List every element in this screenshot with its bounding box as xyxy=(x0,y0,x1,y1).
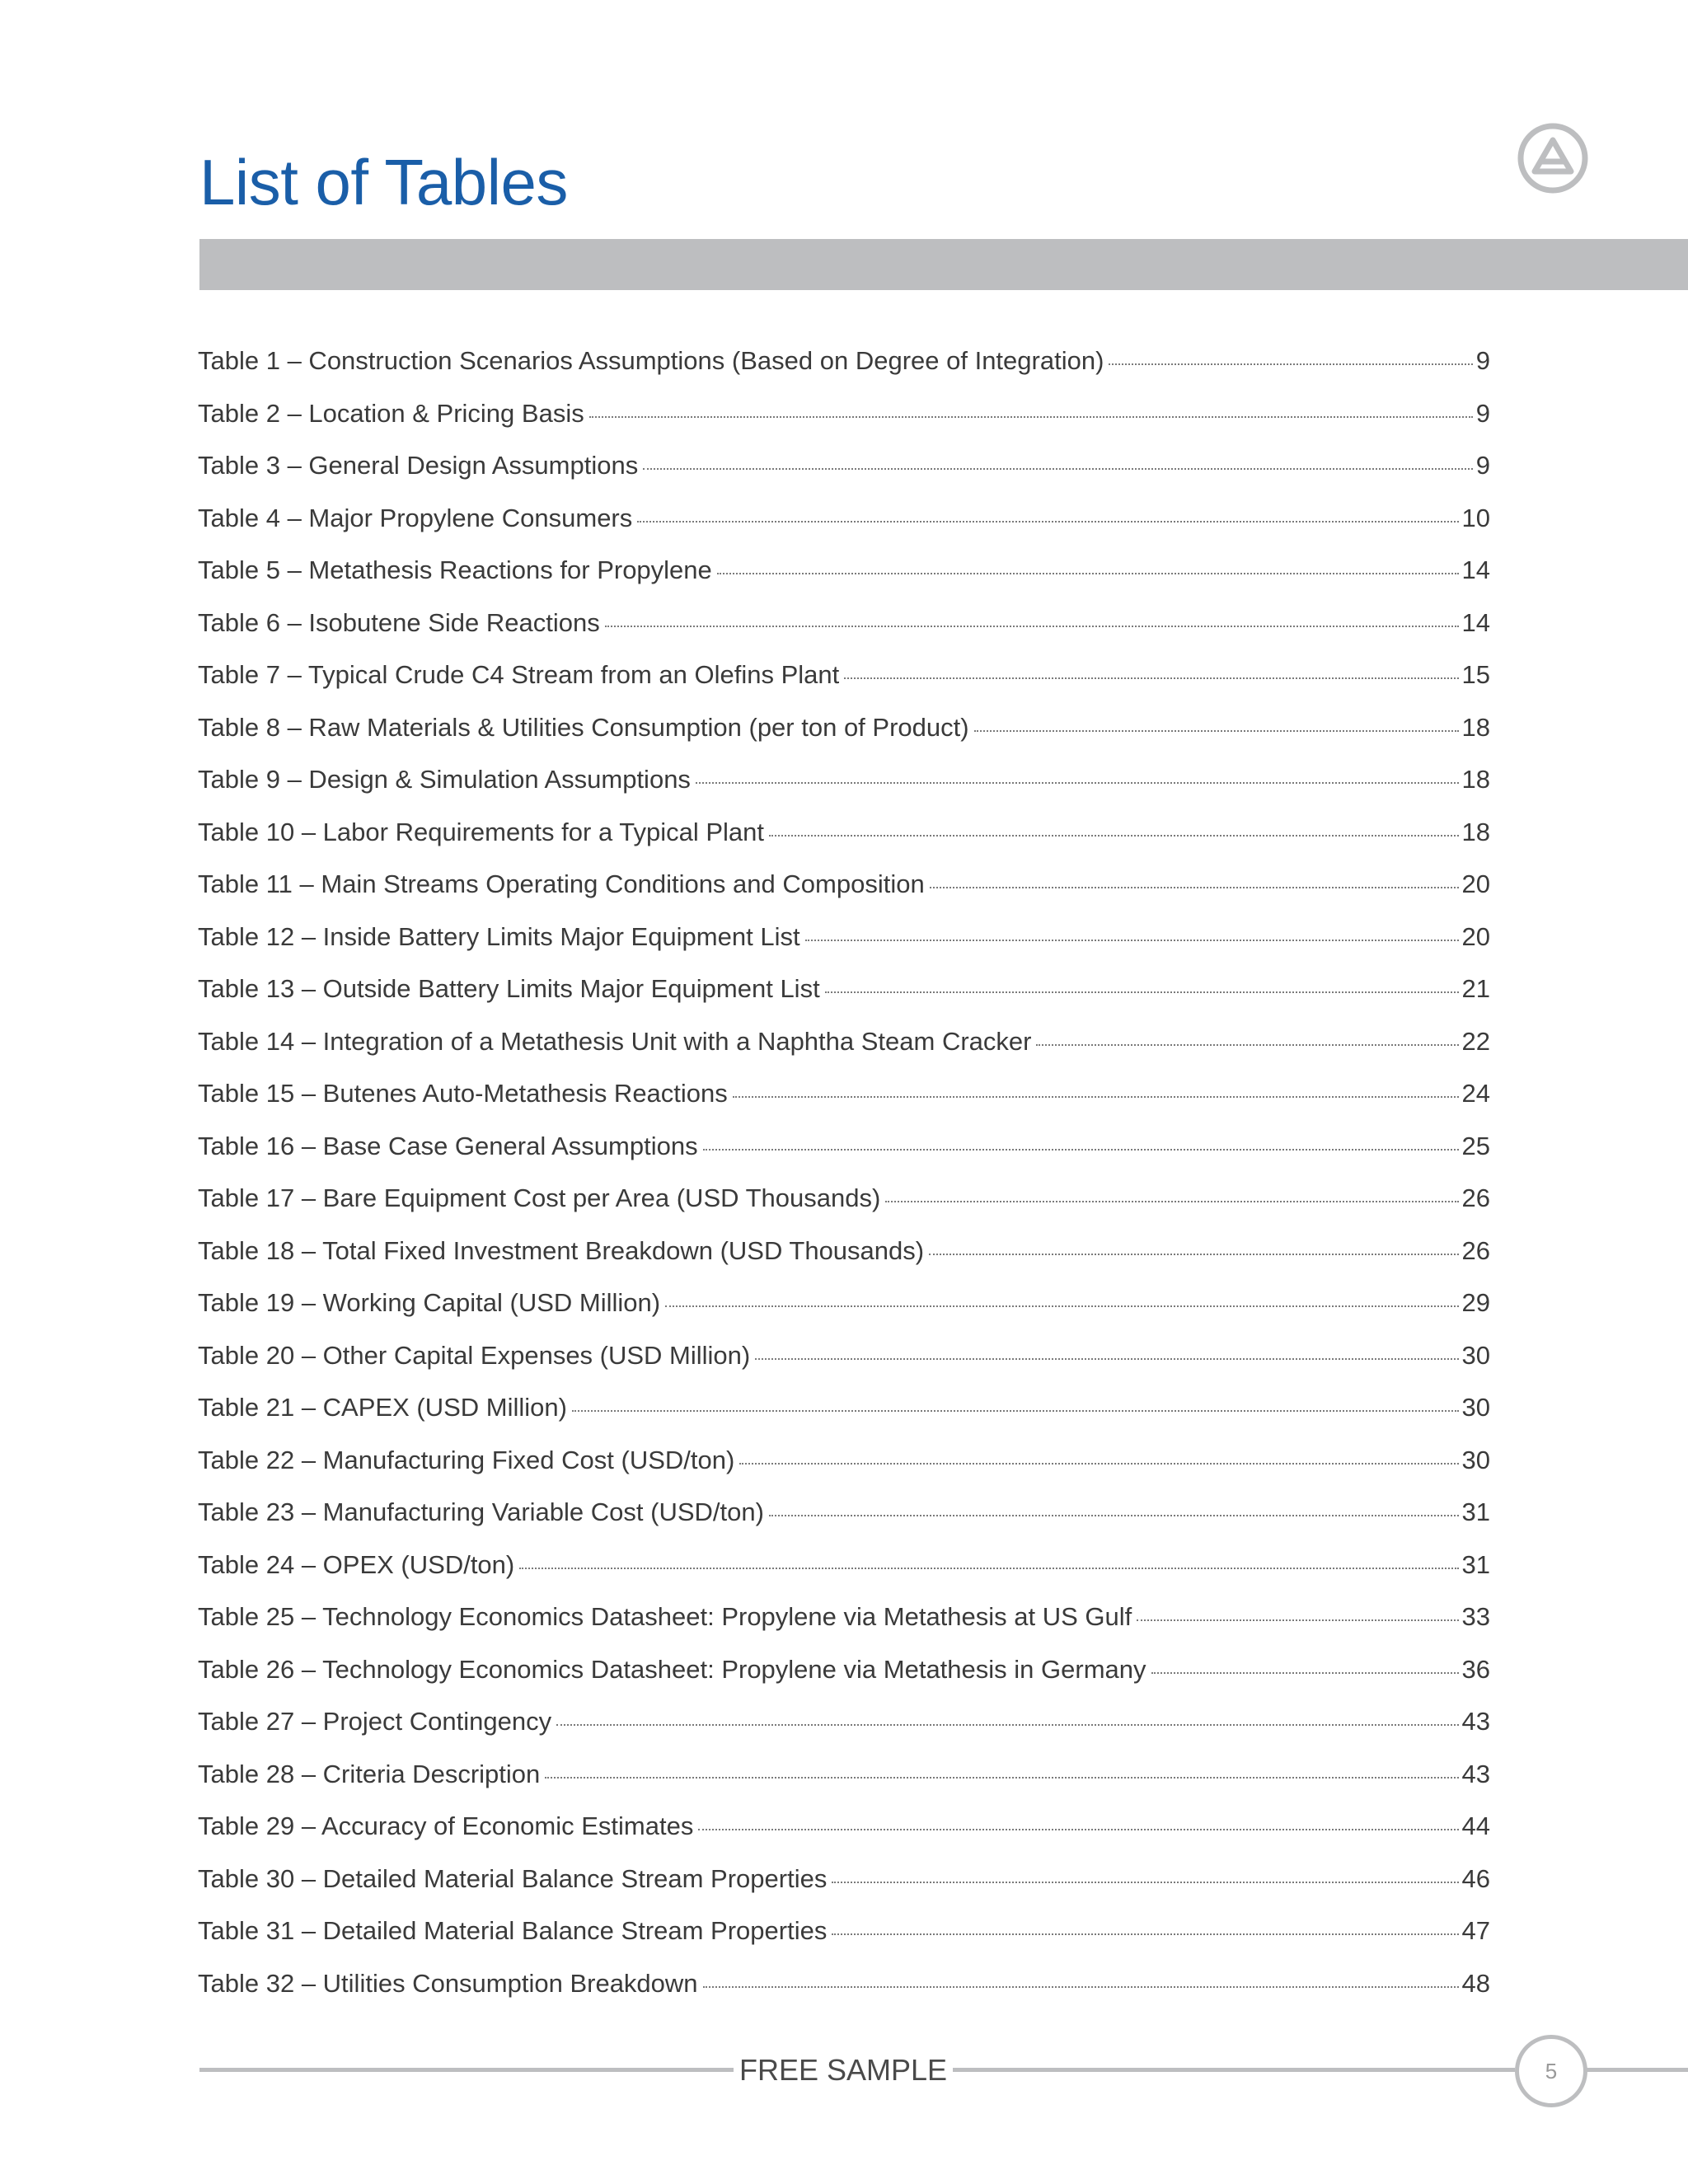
toc-dot-leader xyxy=(929,1254,1458,1255)
toc-entry[interactable] xyxy=(198,1655,1490,1708)
list-of-tables xyxy=(198,346,1490,2021)
toc-entry-page: 33 xyxy=(1461,1602,1490,1631)
title-divider-bar xyxy=(199,239,1688,290)
toc-entry-label: Table 32 – Utilities Consumption Breakdown xyxy=(198,1968,698,1998)
page-title: List of Tables xyxy=(199,146,568,218)
toc-entry-label: Table 3 – General Design Assumptions xyxy=(198,451,639,480)
toc-entry-page: 31 xyxy=(1461,1549,1490,1579)
toc-entry-page: 29 xyxy=(1461,1288,1490,1317)
toc-entry[interactable] xyxy=(198,1550,1490,1603)
toc-dot-leader xyxy=(844,677,1458,679)
toc-entry-label: Table 15 – Butenes Auto-Metathesis Reactions xyxy=(198,1079,728,1108)
toc-dot-leader xyxy=(605,626,1459,627)
toc-entry[interactable] xyxy=(198,1497,1490,1550)
toc-dot-leader xyxy=(696,782,1459,784)
toc-entry[interactable] xyxy=(198,1969,1490,2022)
toc-dot-leader xyxy=(519,1568,1458,1569)
toc-entry-page: 10 xyxy=(1461,503,1490,532)
toc-entry[interactable] xyxy=(198,1602,1490,1655)
toc-entry-label: Table 10 – Labor Requirements for a Typical Plant xyxy=(198,817,764,846)
toc-entry-page: 21 xyxy=(1461,974,1490,1003)
toc-entry-label: Table 25 – Technology Economics Datasheet: Propylene via Metathesis at US Gulf xyxy=(198,1602,1132,1631)
toc-dot-leader xyxy=(755,1358,1458,1360)
toc-entry-page: 43 xyxy=(1461,1759,1490,1788)
toc-entry[interactable] xyxy=(198,818,1490,870)
toc-entry-page: 15 xyxy=(1461,660,1490,689)
toc-entry[interactable] xyxy=(198,1864,1490,1917)
toc-entry-label: Table 1 – Construction Scenarios Assumptions (Based on Degree of Integration) xyxy=(198,346,1104,375)
toc-entry-page: 31 xyxy=(1461,1497,1490,1526)
toc-entry-page: 24 xyxy=(1461,1079,1490,1108)
toc-dot-leader xyxy=(825,991,1459,993)
toc-dot-leader xyxy=(703,1986,1459,1988)
toc-dot-leader xyxy=(589,416,1473,418)
toc-dot-leader xyxy=(805,940,1459,941)
toc-dot-leader xyxy=(885,1201,1458,1202)
toc-entry[interactable] xyxy=(198,974,1490,1027)
toc-entry-page: 43 xyxy=(1461,1707,1490,1736)
toc-entry-page: 18 xyxy=(1461,765,1490,794)
toc-entry[interactable] xyxy=(198,713,1490,766)
toc-entry[interactable] xyxy=(198,1027,1490,1080)
toc-entry-label: Table 28 – Criteria Description xyxy=(198,1759,541,1788)
toc-entry-label: Table 7 – Typical Crude C4 Stream from an Olefins Plant xyxy=(198,660,840,689)
toc-entry-label: Table 6 – Isobutene Side Reactions xyxy=(198,607,600,637)
toc-dot-leader xyxy=(1151,1672,1459,1674)
toc-entry-page: 20 xyxy=(1461,869,1490,898)
toc-dot-leader xyxy=(974,730,1459,732)
toc-entry-label: Table 17 – Bare Equipment Cost per Area (USD Thousands) xyxy=(198,1183,881,1212)
toc-dot-leader xyxy=(832,1933,1458,1935)
toc-entry-label: Table 16 – Base Case General Assumptions xyxy=(198,1131,698,1160)
toc-dot-leader xyxy=(637,521,1458,523)
toc-entry-page: 14 xyxy=(1461,555,1490,584)
toc-entry-page: 25 xyxy=(1461,1131,1490,1160)
toc-dot-leader xyxy=(643,468,1473,470)
toc-entry[interactable] xyxy=(198,1183,1490,1236)
toc-dot-leader xyxy=(739,1463,1458,1465)
toc-entry-page: 18 xyxy=(1461,712,1490,742)
toc-dot-leader xyxy=(556,1724,1458,1726)
toc-dot-leader xyxy=(698,1829,1458,1830)
footer-label: FREE SAMPLE xyxy=(738,2053,948,2087)
toc-dot-leader xyxy=(769,835,1459,837)
toc-entry[interactable] xyxy=(198,765,1490,818)
toc-entry-page: 30 xyxy=(1461,1445,1490,1474)
toc-entry-label: Table 31 – Detailed Material Balance Stream Properties xyxy=(198,1916,828,1945)
toc-entry[interactable] xyxy=(198,346,1490,399)
toc-entry-label: Table 9 – Design & Simulation Assumptions xyxy=(198,765,691,794)
toc-entry-page: 20 xyxy=(1461,921,1490,951)
toc-entry-page: 9 xyxy=(1475,346,1490,375)
toc-entry-page: 30 xyxy=(1461,1340,1490,1370)
toc-dot-leader xyxy=(769,1515,1459,1516)
toc-entry-page: 47 xyxy=(1461,1916,1490,1945)
toc-entry[interactable] xyxy=(198,1132,1490,1184)
toc-dot-leader xyxy=(545,1777,1458,1779)
footer-rule-end xyxy=(1584,2068,1688,2072)
toc-entry-label: Table 20 – Other Capital Expenses (USD Million) xyxy=(198,1340,751,1370)
toc-entry[interactable] xyxy=(198,1393,1490,1446)
toc-entry-page: 36 xyxy=(1461,1654,1490,1684)
toc-entry[interactable] xyxy=(198,1760,1490,1812)
toc-entry-page: 30 xyxy=(1461,1393,1490,1422)
toc-entry[interactable] xyxy=(198,660,1490,713)
toc-entry[interactable] xyxy=(198,504,1490,556)
toc-entry-label: Table 23 – Manufacturing Variable Cost (USD/ton) xyxy=(198,1497,764,1526)
toc-dot-leader xyxy=(930,887,1459,888)
toc-entry-label: Table 2 – Location & Pricing Basis xyxy=(198,398,584,428)
toc-dot-leader xyxy=(832,1882,1458,1883)
toc-dot-leader xyxy=(572,1410,1459,1412)
toc-entry[interactable] xyxy=(198,1707,1490,1760)
toc-entry-label: Table 26 – Technology Economics Datasheet: Propylene via Metathesis in Germany xyxy=(198,1654,1146,1684)
page-number: 5 xyxy=(1515,2035,1587,2107)
toc-entry-label: Table 24 – OPEX (USD/ton) xyxy=(198,1549,515,1579)
toc-entry[interactable] xyxy=(198,869,1490,922)
toc-entry-label: Table 19 – Working Capital (USD Million) xyxy=(198,1288,661,1317)
toc-entry[interactable] xyxy=(198,1288,1490,1341)
toc-entry-label: Table 18 – Total Fixed Investment Breakdown (USD Thousands) xyxy=(198,1235,925,1265)
company-logo-icon xyxy=(1517,122,1589,194)
toc-entry[interactable] xyxy=(198,1446,1490,1498)
toc-dot-leader xyxy=(1036,1044,1458,1046)
footer-rule-left xyxy=(199,2068,734,2072)
toc-entry-label: Table 5 – Metathesis Reactions for Propylene xyxy=(198,555,712,584)
toc-entry-page: 46 xyxy=(1461,1863,1490,1893)
toc-entry[interactable] xyxy=(198,1236,1490,1289)
toc-entry-label: Table 13 – Outside Battery Limits Major Equipment List xyxy=(198,974,820,1003)
toc-entry[interactable] xyxy=(198,608,1490,661)
toc-dot-leader xyxy=(665,1305,1458,1307)
toc-entry-page: 14 xyxy=(1461,607,1490,637)
toc-entry-label: Table 12 – Inside Battery Limits Major Equipment List xyxy=(198,921,800,951)
toc-entry-label: Table 29 – Accuracy of Economic Estimates xyxy=(198,1811,694,1840)
toc-entry-label: Table 11 – Main Streams Operating Conditions and Composition xyxy=(198,869,925,898)
toc-entry-label: Table 22 – Manufacturing Fixed Cost (USD/ton) xyxy=(198,1445,735,1474)
toc-dot-leader xyxy=(1109,363,1472,365)
toc-entry[interactable] xyxy=(198,451,1490,504)
toc-entry-page: 26 xyxy=(1461,1235,1490,1265)
toc-entry-page: 48 xyxy=(1461,1968,1490,1998)
toc-entry-page: 26 xyxy=(1461,1183,1490,1212)
toc-entry[interactable] xyxy=(198,1916,1490,1969)
toc-entry[interactable] xyxy=(198,1811,1490,1864)
toc-dot-leader xyxy=(703,1149,1459,1151)
toc-dot-leader xyxy=(717,573,1459,574)
footer-rule-right xyxy=(953,2068,1515,2072)
toc-entry[interactable] xyxy=(198,1341,1490,1394)
toc-dot-leader xyxy=(733,1096,1459,1098)
toc-entry-label: Table 8 – Raw Materials & Utilities Consumption (per ton of Product) xyxy=(198,712,969,742)
toc-entry-label: Table 21 – CAPEX (USD Million) xyxy=(198,1393,567,1422)
toc-entry-label: Table 27 – Project Contingency xyxy=(198,1707,552,1736)
toc-entry-label: Table 4 – Major Propylene Consumers xyxy=(198,503,633,532)
toc-entry[interactable] xyxy=(198,555,1490,608)
toc-entry[interactable] xyxy=(198,399,1490,452)
toc-entry-page: 18 xyxy=(1461,817,1490,846)
toc-entry-label: Table 14 – Integration of a Metathesis Unit with a Naphtha Steam Cracker xyxy=(198,1026,1032,1056)
toc-entry[interactable] xyxy=(198,1079,1490,1132)
toc-entry[interactable] xyxy=(198,922,1490,975)
toc-dot-leader xyxy=(1137,1619,1458,1621)
toc-entry-page: 22 xyxy=(1461,1026,1490,1056)
toc-entry-page: 9 xyxy=(1475,451,1490,480)
toc-entry-page: 44 xyxy=(1461,1811,1490,1840)
toc-entry-page: 9 xyxy=(1475,398,1490,428)
toc-entry-label: Table 30 – Detailed Material Balance Stream Properties xyxy=(198,1863,828,1893)
